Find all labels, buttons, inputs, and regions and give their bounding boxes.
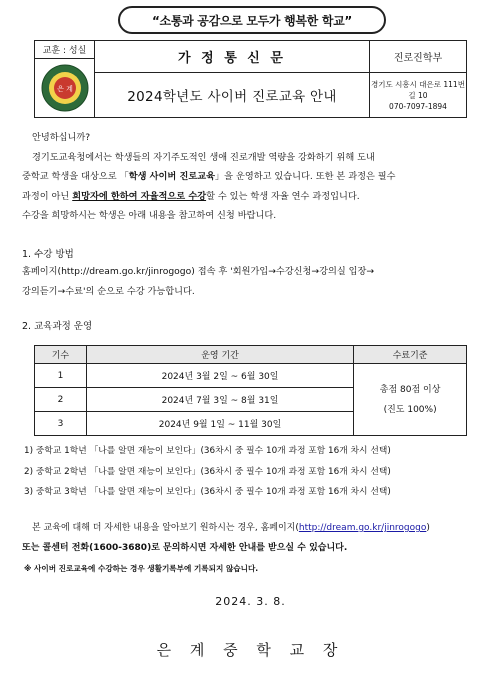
intro-line-1: 경기도교육청에서는 학생들의 자기주도적인 생애 진로개발 역량을 강화하기 위해 도내 — [32, 151, 375, 163]
list-item: 2) 중학교 2학년 「나를 알면 재능이 보인다」(36차시 중 필수 10개 과정 포함 16개 차시 선택) — [24, 466, 391, 477]
contact-line-2: 또는 콜센터 전화(1600-3680)로 문의하시면 자세한 안내를 받으실 수 있습니다. — [22, 543, 348, 553]
school-motto — [118, 6, 386, 34]
school-motto-label — [35, 41, 95, 59]
intro-bold-text: 학생 사이버 진로교육 — [128, 171, 215, 182]
school-emblem-icon — [40, 63, 90, 113]
intro-line-4: 수강을 희망하시는 학생은 아래 내용을 참고하여 신청 바랍니다. — [22, 210, 277, 221]
intro-line-2a: 중학교 학생을 대상으로 「 — [22, 171, 129, 182]
intro-line-2b: 」을 운영하고 있습니다. 또한 본 과정은 필수 — [214, 171, 396, 182]
section-1-title: 1. 수강 방법 — [22, 249, 74, 260]
course-notes — [24, 441, 391, 503]
intro-paragraph — [22, 128, 482, 226]
document-headline — [95, 73, 370, 117]
intro-line-3a: 과정이 아닌 — [22, 190, 73, 202]
criteria-line-1: 총점 80점 이상 — [379, 384, 441, 395]
newsletter-header — [34, 40, 467, 118]
greeting-line: 안녕하십니까? — [32, 132, 91, 143]
department-label — [370, 41, 466, 73]
cohort-cell: 3 — [35, 412, 87, 436]
warning-note: ※ 사이버 진로교육에 수강하는 경우 생활기록부에 기록되지 않습니다. — [24, 564, 259, 573]
header-criteria: 수료기준 — [354, 346, 467, 364]
contact-line-1b: ) — [426, 523, 430, 533]
newsletter-title — [95, 41, 370, 73]
list-item: 3) 중학교 3학년 「나를 알면 재능이 보인다」(36차시 중 필수 10개 과정 포함 16개 차시 선택) — [24, 487, 391, 497]
period-cell: 2024년 7월 3일 ~ 8월 31일 — [86, 388, 353, 412]
principal-signature: 은 계 중 학 교 장 — [156, 641, 345, 659]
issue-date: 2024. 3. 8. — [215, 595, 286, 608]
school-logo — [35, 59, 95, 117]
contact-line-1a: 본 교육에 대해 더 자세한 내용을 알아보기 원하시는 경우, 홈페이지( — [32, 523, 299, 533]
section-1-body — [22, 262, 482, 302]
contact-line-1 — [22, 518, 488, 538]
section-1-line-2: 강의듣기→수료'의 순으로 수강 가능합니다. — [22, 286, 195, 297]
course-schedule-table — [34, 345, 467, 436]
address-text: 경기도 시흥시 대은로 111번길 10 — [371, 79, 465, 100]
phone-text: 070-7097-1894 — [389, 101, 447, 111]
table-row — [35, 364, 467, 388]
intro-underline-text: 희망자에 한하여 자율적으로 수강 — [72, 190, 207, 202]
section-1-line-1: 홈페이지(http://dream.go.kr/jinrogogo) 접속 후 '회원가입→수강신청→강의실 입장→ — [22, 266, 375, 277]
criteria-line-2: (진도 100%) — [383, 404, 437, 415]
cohort-cell: 1 — [35, 364, 87, 388]
motto-text: “소통과 공감으로 모두가 행복한 학교” — [151, 13, 353, 28]
period-cell: 2024년 3월 2일 ~ 6월 30일 — [86, 364, 353, 388]
cohort-cell: 2 — [35, 388, 87, 412]
newsletter-title-text: 가 정 통 신 문 — [178, 51, 286, 66]
homepage-link[interactable]: http://dream.go.kr/jinrogogo — [298, 523, 427, 533]
list-item: 1) 중학교 1학년 「나를 알면 재능이 보인다」(36차시 중 필수 10개 과정 포함 16개 차시 선택) — [24, 446, 391, 456]
headline-text: 2024학년도 사이버 진로교육 안내 — [127, 89, 337, 105]
table-header-row — [35, 346, 467, 364]
intro-line-3b: 할 수 있는 학생 자율 연수 과정입니다. — [206, 190, 360, 202]
period-cell: 2024년 9월 1일 ~ 11월 30일 — [86, 412, 353, 436]
contact-paragraph — [22, 518, 488, 558]
intro-line-3 — [22, 187, 482, 207]
school-address — [370, 73, 466, 117]
department-text: 진로진학부 — [393, 53, 443, 64]
emblem-text: 은 계 — [56, 85, 73, 93]
header-cohort: 기수 — [35, 346, 87, 364]
section-2-title: 2. 교육과정 운영 — [22, 321, 93, 332]
school-motto-label-text: 교훈 : 성실 — [42, 46, 87, 56]
header-period: 운영 기간 — [86, 346, 353, 364]
criteria-cell — [354, 364, 467, 436]
intro-line-2 — [22, 167, 482, 187]
